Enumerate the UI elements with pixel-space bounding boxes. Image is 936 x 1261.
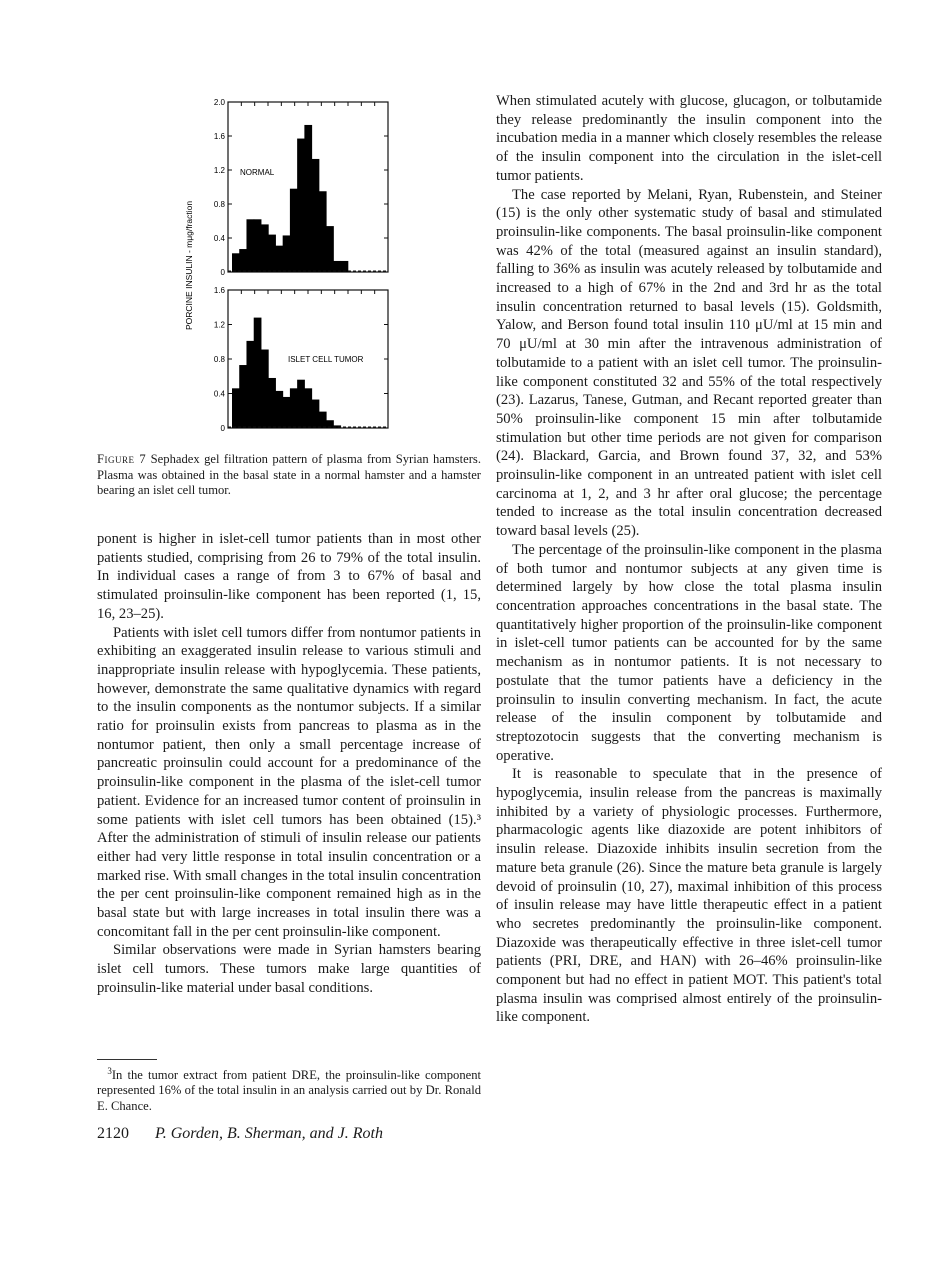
figure-caption: [97, 452, 481, 499]
svg-text:1.6: 1.6: [213, 132, 225, 141]
svg-text:NORMAL: NORMAL: [240, 168, 275, 177]
paragraph: The percentage of the proinsulin-like component in the plasma of both tumor and nontumor subjects at any given time is determined largely by how close the total plasma insulin concentration approaches concentrations in the basal state. The quantitatively higher proportion of the proinsulin-like component in islet-cell tumor patients can be accounted for by the same mechanism as in nontumor patients. It is not necessary to postulate that the tumor patients have a deficiency in the proinsulin to insulin converting mechanism. In fact, the acute release of the insulin component by tolbutamide and streptozotocin suggests that the converting mechanism is operative.: [496, 541, 882, 764]
page-number: 2120: [97, 1125, 129, 1142]
svg-text:0: 0: [220, 424, 225, 433]
footnote-text: In the tumor extract from patient DRE, the proinsulin-like component represented 16% of the total insulin in an analysis carried out by Dr. Ronald E. Chance.: [97, 1068, 482, 1113]
histogram-figure: [180, 90, 400, 440]
paragraph: Similar observations were made in Syrian hamsters bearing islet cell tumors. These tumors make large quantities of proinsulin-like material under basal conditions.: [97, 942, 481, 996]
authors: P. Gorden, B. Sherman, and J. Roth: [155, 1125, 383, 1142]
chart-normal: [214, 98, 388, 277]
left-column: [97, 530, 481, 998]
right-column: [496, 92, 882, 1027]
figure-7: [180, 90, 400, 445]
chart-islet-cell-tumor: [214, 286, 388, 433]
footnote: [97, 1064, 481, 1114]
paragraph: The case reported by Melani, Ryan, Rubenstein, and Steiner (15) is the only other systematic study of basal and stimulated proinsulin-like components. The basal proinsulin-like component was 42% of the total (measured against an insulin standard), falling to 36% as insulin was acutely released by tolbutamide and increased to a high of 67% in the 2nd and 3rd hr as the total insulin concentration returned to basal levels (15). Goldsmith, Yalow, and Berson found total insulin 110 μU/ml at 15 min and 70 μU/ml at 30 min after the intravenous administration of tolbutamide to a patient with an islet cell tumor. The proinsulin-like component constituted 32 and 55% of the total respectively (23). Lazarus, Tanese, Gutman, and Recant reported greater than 50% proinsulin-like component 15 min after tolbutamide stimulation but other time periods are not given for comparison (24). Blackard, Garcia, and Brown found 37, 32, and 53% proinsulin-like component in an untreated patient with islet cell carcinoma at 1, 2, and 3 hr after oral glucose; the percentage tended to increase as the total insulin concentration decreased toward basal levels (25).: [496, 186, 882, 540]
footnote-marker: 3: [107, 1066, 112, 1076]
svg-text:0.4: 0.4: [213, 389, 225, 399]
svg-text:1.2: 1.2: [213, 166, 225, 175]
svg-text:1.6: 1.6: [213, 286, 225, 295]
svg-text:0.8: 0.8: [213, 355, 225, 364]
figure-label: Figure 7: [97, 452, 147, 466]
svg-text:0.4: 0.4: [213, 234, 225, 243]
paragraph: It is reasonable to speculate that in the presence of hypoglycemia, insulin release from the pancreas is maximally inhibited by a variety of physiologic processes. Furthermore, pharmacologic agents like diazoxide are potent inhibitors of insulin release. Diazoxide inhibits insulin secretion from the mature beta granule (26). Since the mature beta granule is largely devoid of proinsulin (10, 27), maximal inhibition of this process of insulin release may have little therapeutic effect in a patient who secretes predominantly the proinsulin-like component. Diazoxide was therapeutically effective in three islet-cell tumor patients (PRI, DRE, and HAN) with 26–46% proinsulin-like component but had no effect in patient MOT. This patient's total plasma insulin was comprised almost entirely of the proinsulin-like component.: [496, 766, 882, 1026]
paragraph: When stimulated acutely with glucose, glucagon, or tolbutamide they release predominantly the insulin component into the incubation media in a manner which closely resembles the release of the insulin component into the circulation in the islet-cell tumor patients.: [496, 93, 882, 184]
caption-text: Sephadex gel filtration pattern of plasma from Syrian hamsters. Plasma was obtained in the basal state in a normal hamster and a hamster bearing an islet cell tumor.: [97, 452, 481, 498]
running-footer: [97, 1125, 383, 1143]
svg-text:0.8: 0.8: [213, 200, 225, 209]
paragraph: Patients with islet cell tumors differ from nontumor patients in exhibiting an exaggerated insulin release to various stimuli and inappropriate insulin release with hypoglycemia. These patients, however, demonstrate the same qualitative dynamics with regard to the insulin components as the nontumor subjects. If a similar ratio for proinsulin exists from pancreas to plasma as in the nontumor patient, then only a small percentage increase of pancreatic proinsulin could account for a predominance of the proinsulin-like component in the plasma of the islet-cell tumor patient. Evidence for an increased tumor content of proinsulin in some patients with islet cell tumors has been obtained (15).³ After the administration of stimuli of insulin release our patients either had very little response in total insulin concentration or a marked rise. With small changes in the total insulin concentration the per cent proinsulin-like component remained high as in the basal state but with large increases in total insulin there was a concomitant fall in the per cent proinsulin-like component.: [97, 624, 481, 940]
svg-text:2.0: 2.0: [213, 98, 225, 107]
footnote-divider: [97, 1059, 157, 1060]
svg-text:0: 0: [220, 268, 225, 277]
paragraph: ponent is higher in islet-cell tumor patients than in most other patients studied, comprising from 26 to 79% of the total insulin. In individual cases a range of from 3 to 67% of basal and stimulated proinsulin-like component has been reported (1, 15, 16, 23–25).: [97, 531, 481, 622]
y-axis-label: PORCINE INSULIN - mμg/fraction: [184, 200, 194, 330]
svg-text:ISLET CELL TUMOR: ISLET CELL TUMOR: [288, 355, 364, 364]
svg-text:1.2: 1.2: [213, 320, 225, 330]
